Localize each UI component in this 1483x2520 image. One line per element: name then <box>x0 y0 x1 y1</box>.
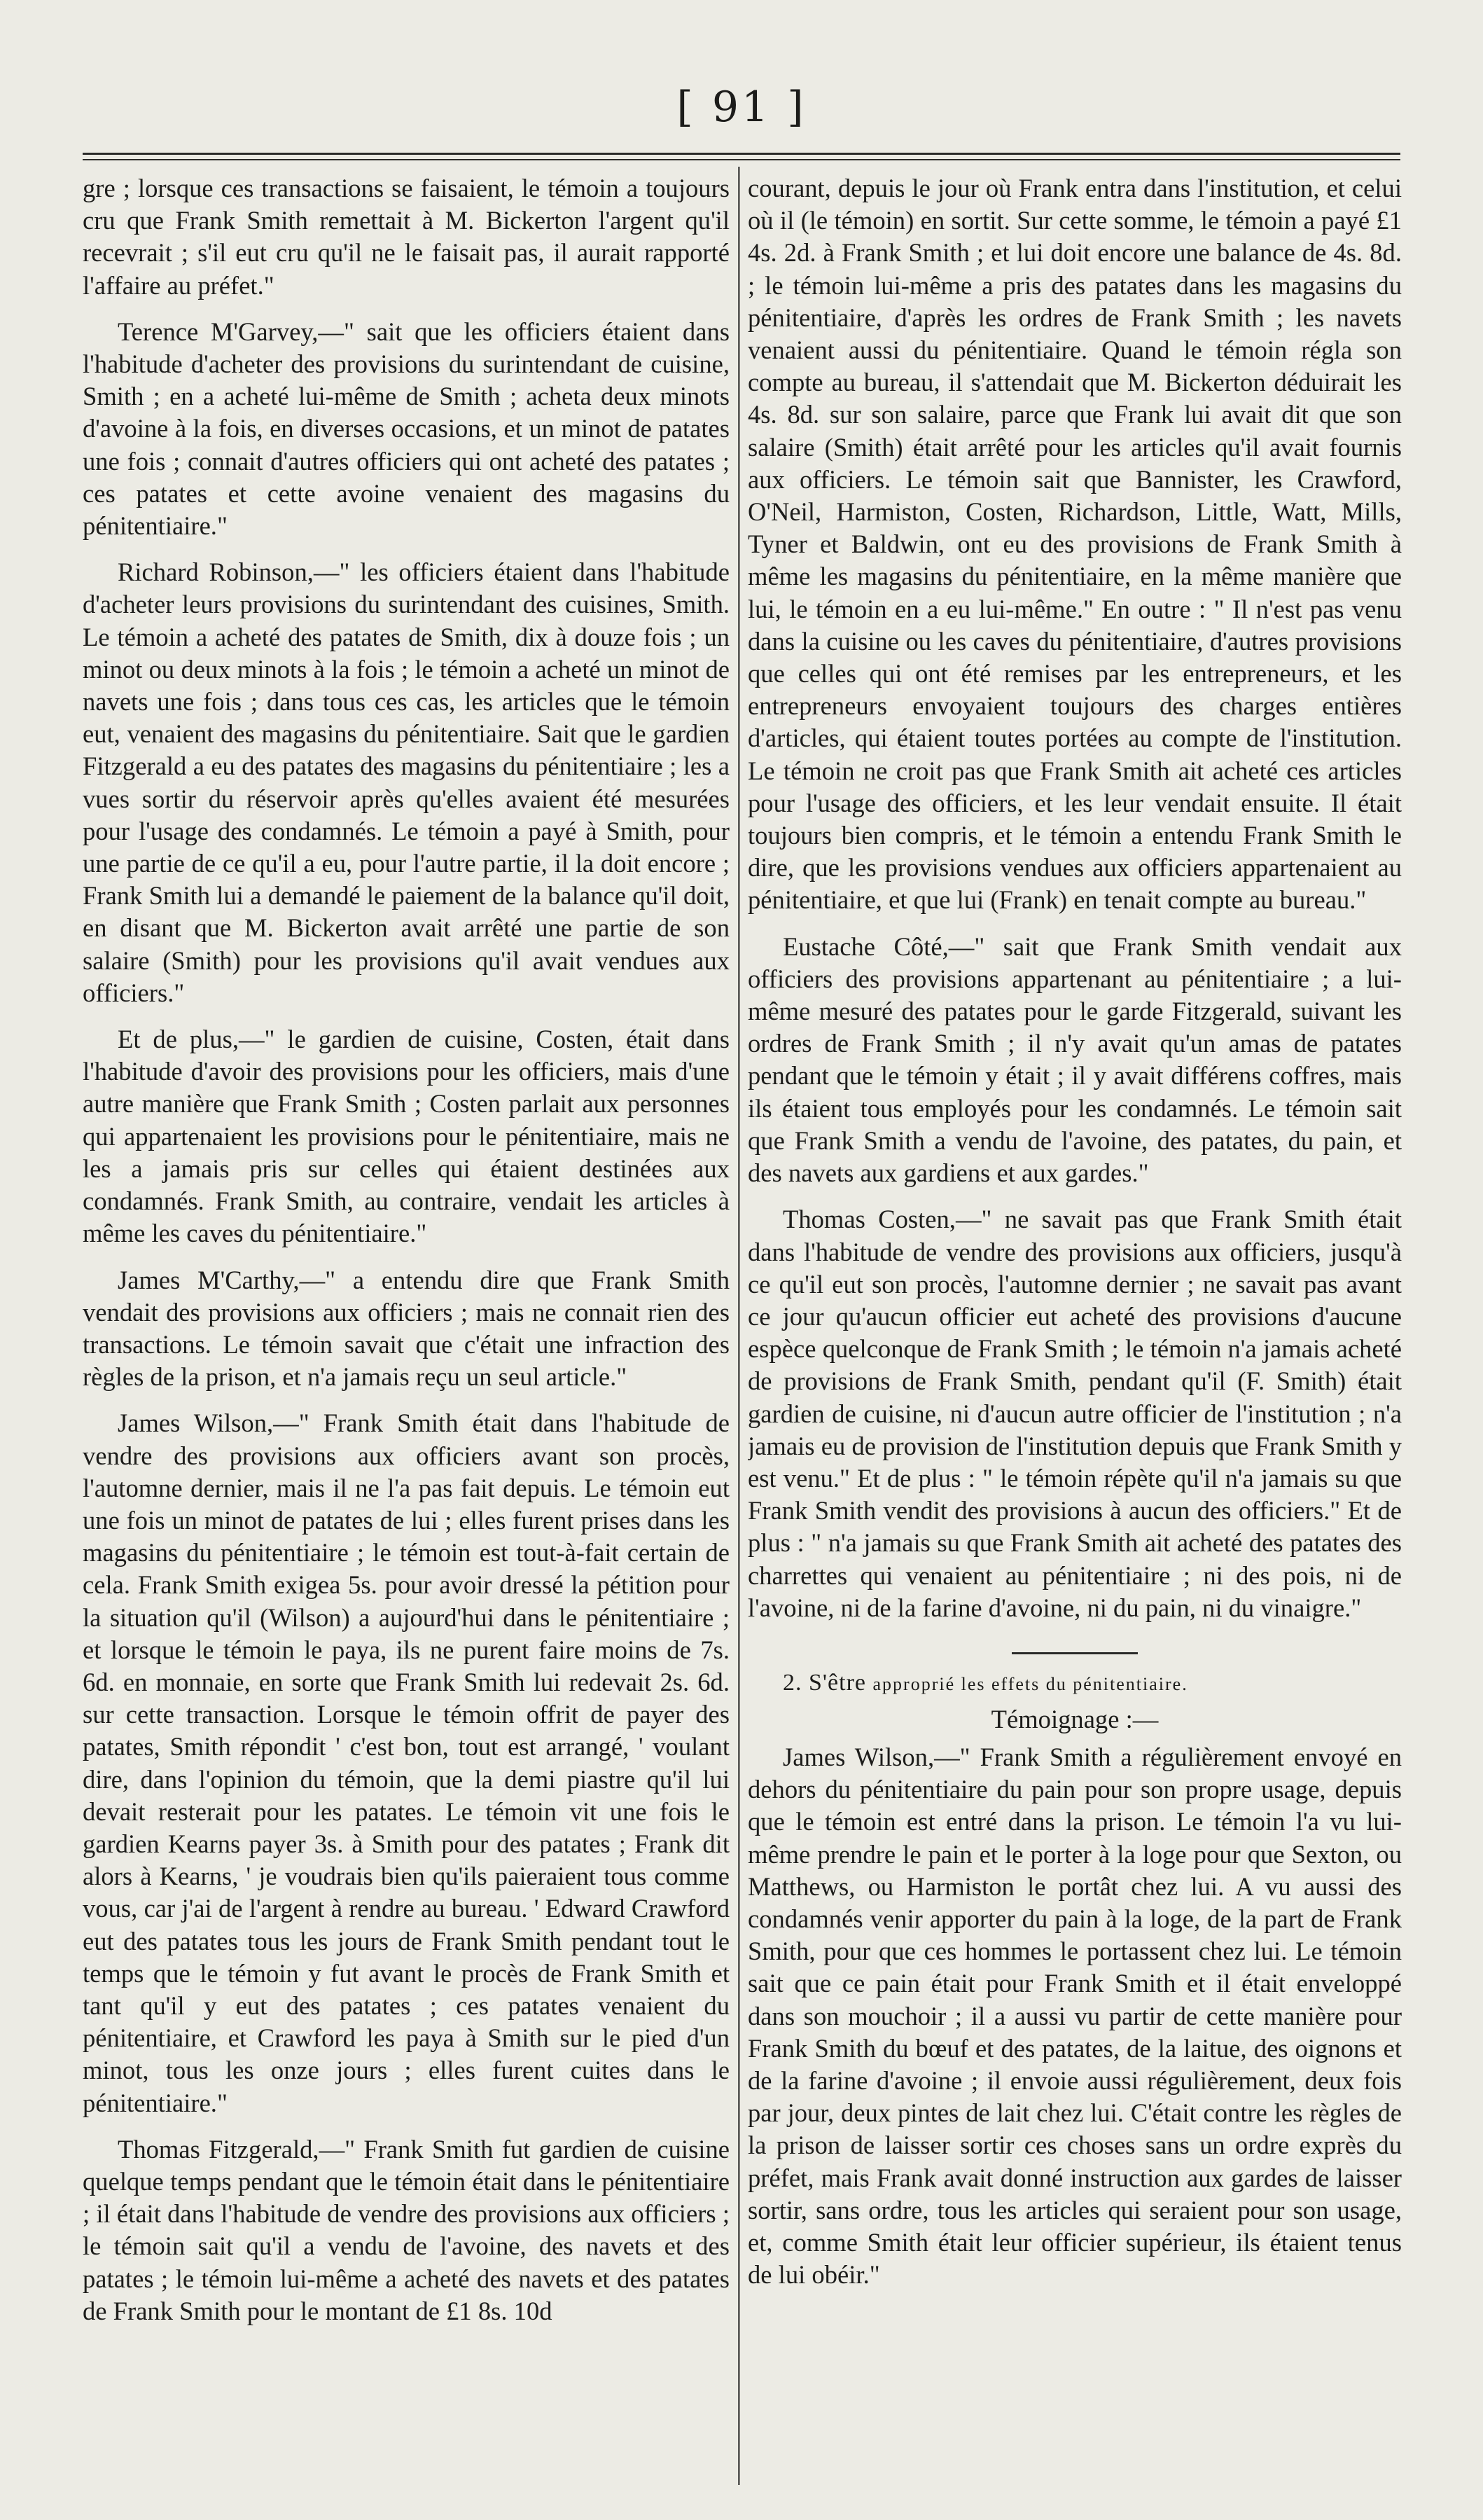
section-rule <box>1012 1652 1138 1654</box>
section-title-lead: S'être <box>809 1669 866 1696</box>
section-heading <box>748 1667 1402 1701</box>
paragraph: Richard Robinson,—" les officiers étaient dans l'habitude d'acheter leurs provisions du surintendant des cuisines, Smith. Le témoin a acheté des patates de Smith, dix à douze fois ; un minot ou deux minots à la fois ; le témoin a acheté un minot de navets une fois ; dans tous ces cas, les articles que le témoin eut, venaient des magasins du pénitentiaire. Sait que le gardien Fitzgerald a eu des patates des magasins du pénitentiaire ; les a vues sortir du réservoir après qu'elles avaient été mesurées pour l'usage des condamnés. Le témoin a payé à Smith, pour une partie de ce qu'il a eu, pour l'autre partie, il la doit encore ; Frank Smith lui a demandé le paiement de la balance qu'il doit, en disant que M. Bickerton avait arrêté une partie de son salaire (Smith) pour les provisions qu'il avait vendues aux officiers." <box>83 558 730 1007</box>
column-divider <box>738 167 742 2485</box>
page-number: [ 91 ] <box>676 83 807 132</box>
section-title-rest: approprié les effets du pénitentiaire. <box>872 1673 1188 1694</box>
section-subheading: Témoignage :— <box>991 1704 1159 1733</box>
left-column <box>83 172 730 2491</box>
paragraph: Thomas Costen,—" ne savait pas que Frank Smith était dans l'habitude de vendre des provisions aux officiers, jusqu'à ce qu'il eut son procès, l'automne dernier ; ne savait pas avant ce jour qu'aucun officier eut acheté des provisions d'aucune espèce quelconque de Frank Smith ; le témoin n'a jamais acheté de provisions de Frank Smith, pendant qu'il (F. Smith) était gardien de cuisine, ni d'aucun autre officier de l'institution ; n'a jamais eu de provision de l'institution depuis que Frank Smith y est venu." Et de plus : " le témoin répète qu'il n'a jamais su que Frank Smith vendit des provisions à aucun des officiers." Et de plus : " n'a jamais su que Frank Smith ait acheté des patates des charrettes qui venaient au pénitentiaire ; ni des pois, ni de l'avoine, ni de la farine d'avoine, ni du pain, ni du vinaigre." <box>748 1205 1402 1622</box>
paragraph: courant, depuis le jour où Frank entra dans l'institution, et celui où il (le témoin) en sortit. Sur cette somme, le témoin a payé £1 4s. 2d. à Frank Smith ; et lui doit encore une balance de 4s. 8d. ; le témoin lui-même a pris des patates dans les magasins du pénitentiaire, d'après les ordres de Frank Smith ; les navets venaient aussi du pénitentiaire. Quand le témoin régla son compte au bureau, il s'attendait que M. Bickerton déduirait les 4s. 8d. sur son salaire, parce que Frank lui avait dit que son salaire (Smith) était arrêté pour les articles qu'il avait fournis aux officiers. Le témoin sait que Bannister, les Crawford, O'Neil, Harmiston, Costen, Richardson, Little, Watt, Mills, Tyner et Baldwin, ont eu des provisions de Frank Smith à même les magasins du pénitentiaire, en la même manière que lui, le témoin en a eu lui-même." En outre : " Il n'est pas venu dans la cuisine ou les caves du pénitentiaire, d'autres provisions que celles qui ont été remises par les entrepreneurs, et les entrepreneurs envoyaient toujours des charges entières d'articles, qui étaient toutes portées au compte de l'institution. Le témoin ne croit pas que Frank Smith ait acheté ces articles pour l'usage des officiers, et les leur vendait ensuite. Il était toujours bien compris, et le témoin a entendu Frank Smith le dire, que les provisions vendues aux officiers appartenaient au pénitentiaire, et que lui (Frank) en tenait compte au bureau." <box>748 174 1402 915</box>
paragraph: Terence M'Garvey,—" sait que les officiers étaient dans l'habitude d'acheter des provisions du surintendant de cuisine, Smith ; en a acheté lui-même de Smith ; acheta deux minots d'avoine à la fois, en diverses occasions, et un minot de patates une fois ; connait d'autres officiers qui ont acheté des patates ; ces patates et cette avoine venaient des magasins du pénitentiaire." <box>83 317 730 541</box>
right-column <box>748 172 1402 2491</box>
paragraph: gre ; lorsque ces transactions se faisaient, le témoin a toujours cru que Frank Smith remettait à M. Bickerton l'argent qu'il recevrait ; s'il eut cru qu'il ne le faisait pas, il aurait rapporté l'affaire au préfet." <box>83 174 730 300</box>
paragraph: James M'Carthy,—" a entendu dire que Frank Smith vendait des provisions aux officiers ; mais ne connait rien des transactions. Le témoin savait que c'était une infraction des règles de la prison, et n'a jamais reçu un seul article." <box>83 1265 730 1392</box>
header-rule-thin <box>83 159 1400 160</box>
paragraph: James Wilson,—" Frank Smith était dans l'habitude de vendre des provisions aux officiers avant son procès, l'automne dernier, mais il ne l'a pas fait depuis. Le témoin eut une fois un minot de patates de lui ; elles furent prises dans les magasins du pénitentiaire ; le témoin est tout-à-fait certain de cela. Frank Smith exigea 5s. pour avoir dressé la pétition pour la situation qu'il (Wilson) a aujourd'hui dans le pénitentiaire ; et lorsque le témoin le paya, ils ne purent faire moins de 7s. 6d. en monnaie, en sorte que Frank Smith lui redevait 2s. 6d. sur cette transaction. Lorsque le témoin offrit de payer des patates, Smith répondit ' c'est bon, tout est arrangé, ' voulant dire, dans l'opinion du témoin, que la demi piastre qu'il lui devait resterait pour les patates. Le témoin vit une fois le gardien Kearns payer 3s. à Smith pour des patates ; Frank dit alors à Kearns, ' je voudrais bien qu'ils paieraient tous comme vous, car j'ai de l'argent à rendre au bureau. ' Edward Crawford eut des patates tous les jours de Frank Smith pendant tout le temps que le témoin y fut avant le procès de Frank Smith et tant qu'il y eut des patates ; ces patates venaient du pénitentiaire, et Crawford les paya à Smith sur le pied d'un minot, tous les onze jours ; elles furent cuites dans le pénitentiaire." <box>83 1408 730 2117</box>
paragraph: Thomas Fitzgerald,—" Frank Smith fut gardien de cuisine quelque temps pendant que le témoin était dans le pénitentiaire ; il était dans l'habitude de vendre des provisions aux officiers ; le témoin sait qu'il a vendu de l'avoine, des navets et des patates ; le témoin lui-même a acheté des navets et des patates de Frank Smith pour le montant de £1 8s. 10d <box>83 2134 730 2325</box>
paragraph: Eustache Côté,—" sait que Frank Smith vendait aux officiers des provisions appartenant au pénitentiaire ; a lui-même mesuré des patates pour le garde Fitzgerald, suivant les ordres de Frank Smith ; il n'y avait qu'un amas de patates pendant que le témoin y était ; il y avait différens coffres, mais ils étaient tous employés pour les condamnés. Le témoin sait que Frank Smith a vendu de l'avoine, des patates, du pain, et des navets aux gardiens et aux gardes." <box>748 932 1402 1188</box>
paragraph: James Wilson,—" Frank Smith a régulièrement envoyé en dehors du pénitentiaire du pain pour son propre usage, depuis que le témoin est entré dans la prison. Le témoin l'a vu lui-même prendre le pain et le porter à la loge pour que Sexton, ou Matthews, ou Harmiston le portât chez lui. A vu aussi des condamnés venir apporter du pain à la loge, de la part de Frank Smith, pour que ces hommes le portassent chez lui. Le témoin sait que ce pain était pour Frank Smith et il était enveloppé dans son mouchoir ; il a aussi vu partir de cette manière pour Frank Smith du bœuf et des patates, de la laitue, des oignons et de la farine d'avoine ; il envoie aussi régulièrement, deux fois par jour, deux pintes de lait chez lui. C'était contre les règles de la prison de laisser sortir ces choses sans un ordre exprès du préfet, mais Frank avait donné instruction aux gardes de laisser sortir, sans ordre, tous les articles qui seraient pour son usage, et, comme Smith était leur officier supérieur, ils étaient tenus de lui obéir." <box>748 1742 1402 2290</box>
header-rule-thick <box>83 153 1400 155</box>
paragraph: Et de plus,—" le gardien de cuisine, Costen, était dans l'habitude d'avoir des provisions pour les officiers, mais d'une autre manière que Frank Smith ; Costen parlait aux personnes qui appartenaient les provisions pour le pénitentiaire, mais ne les a jamais pris sur celles qui étaient destinées aux condamnés. Frank Smith, au contraire, vendait les articles à même les caves du pénitentiaire." <box>83 1025 730 1248</box>
section-number: 2. <box>783 1669 802 1696</box>
